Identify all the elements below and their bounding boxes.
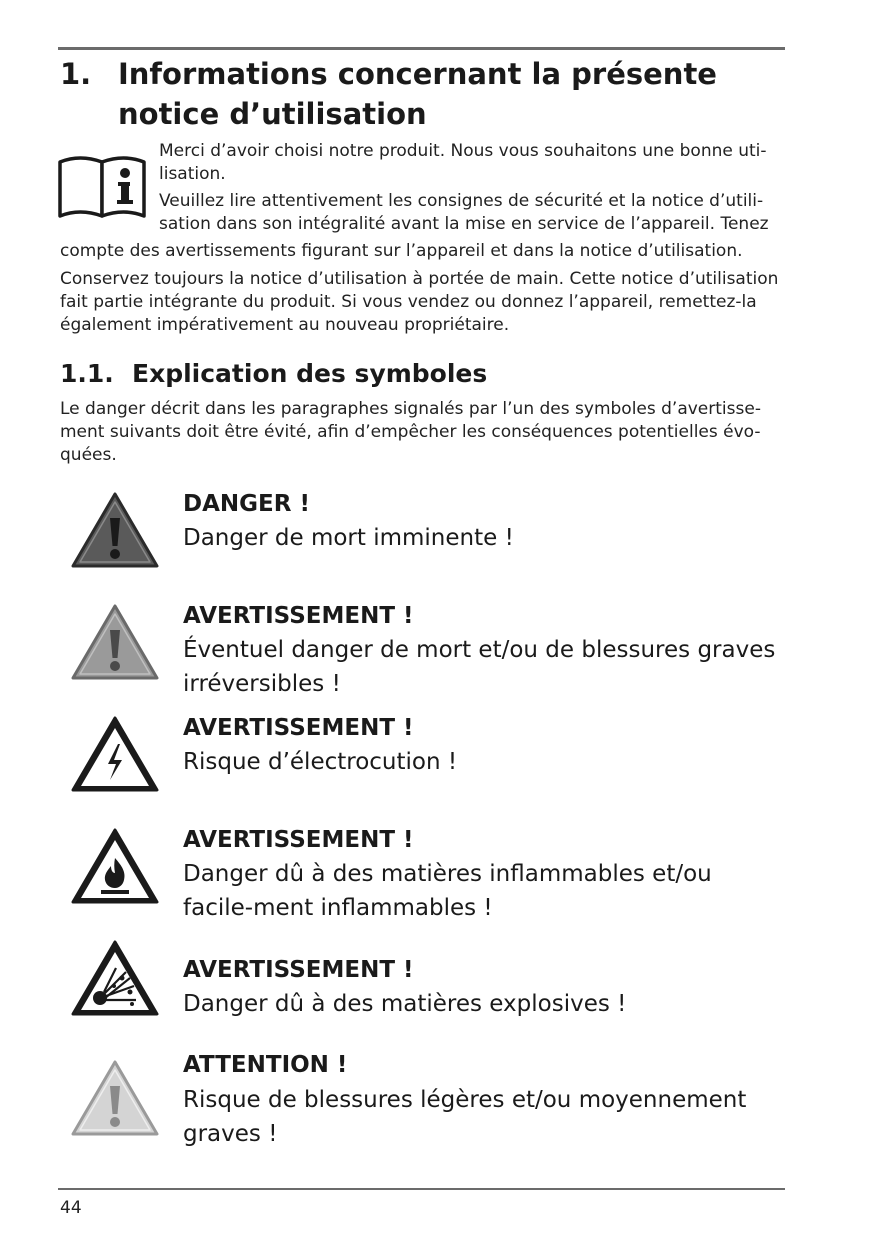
symbol-title-warning: AVERTISSEMENT ! [183, 603, 414, 629]
top-rule [58, 47, 785, 50]
symbol-title-electric: AVERTISSEMENT ! [183, 715, 414, 741]
symbol-desc-explosive: Danger dû à des matières explosives ! [183, 991, 627, 1017]
page-number: 44 [60, 1198, 82, 1218]
symbols-intro: Le danger décrit dans les paragraphes signalés par l’un des symboles d’avertisse-ment suivants doit être évité, afin d’empêcher les conséquences potentielles évo-quées. [60, 399, 761, 465]
warning-icon [70, 602, 160, 682]
bottom-rule [58, 1188, 785, 1190]
electric-shock-icon [70, 714, 160, 794]
symbol-desc-warning: Éventuel danger de mort et/ou de blessures graves irréversibles ! [183, 637, 776, 697]
flammable-icon [70, 826, 160, 906]
symbol-title-flammable: AVERTISSEMENT ! [183, 827, 414, 853]
caution-icon [70, 1058, 160, 1138]
intro-paragraph-1: Merci d’avoir choisi notre produit. Nous vous souhaitons une bonne uti-lisation. [159, 141, 767, 184]
subsection-number: 1.1. [60, 359, 114, 388]
section-title: Informations concernant la présente notice d’utilisation [118, 57, 717, 131]
subsection-title: Explication des symboles [132, 359, 488, 388]
symbol-desc-electric: Risque d’électrocution ! [183, 749, 458, 775]
intro-paragraph-2: Veuillez lire attentivement les consignes de sécurité et la notice d’utili-sation dans son intégralité avant la mise en service de l’appareil. Tenez [159, 191, 769, 234]
section-number: 1. [60, 57, 92, 91]
info-manual-icon [56, 152, 148, 220]
intro-paragraph-4: Conservez toujours la notice d’utilisation à portée de main. Cette notice d’utilisation fait partie intégrante du produit. Si vous vendez ou donnez l’appareil, remettez-la également impérativement au nouveau propriétaire. [60, 269, 779, 335]
symbol-desc-flammable: Danger dû à des matières inflammables et/ou facile-ment inflammables ! [183, 861, 712, 921]
symbol-title-danger: DANGER ! [183, 491, 310, 517]
danger-warning-icon [70, 490, 160, 570]
symbol-desc-caution: Risque de blessures légères et/ou moyennement graves ! [183, 1087, 747, 1147]
explosive-icon [70, 938, 160, 1018]
symbol-desc-danger: Danger de mort imminente ! [183, 525, 514, 551]
symbol-title-caution: ATTENTION ! [183, 1052, 348, 1078]
intro-paragraph-3: compte des avertissements figurant sur l’appareil et dans la notice d’utilisation. [60, 241, 743, 261]
symbol-title-explosive: AVERTISSEMENT ! [183, 957, 414, 983]
